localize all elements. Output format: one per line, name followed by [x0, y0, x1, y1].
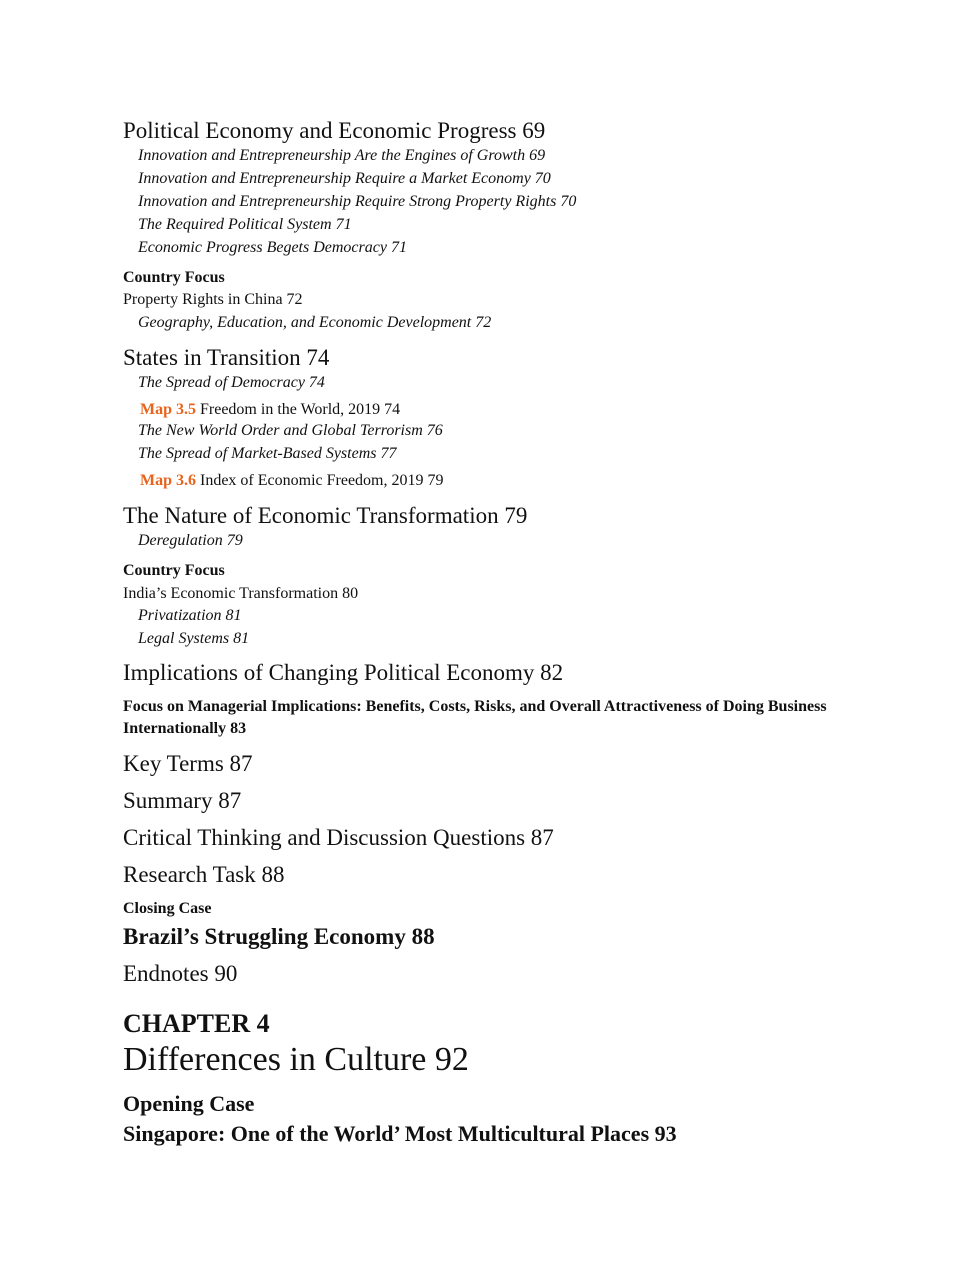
toc-item-market-economy: Innovation and Entrepreneurship Require a Market Economy 70 — [138, 170, 551, 187]
country-focus-title-india: India’s Economic Transformation 80 — [123, 585, 359, 602]
opening-case-label: Opening Case — [123, 1091, 255, 1116]
map-marker: Map 3.5 — [140, 401, 196, 418]
summary-entry: Summary 87 — [123, 788, 242, 813]
toc-item-political-system: The Required Political System 71 — [138, 216, 352, 233]
toc-item-engines-of-growth: Innovation and Entrepreneurship Are the Engines of Growth 69 — [138, 147, 546, 164]
managerial-implications-entry: Focus on Managerial Implications: Benefits, Costs, Risks, and Overall Attractiveness of Doing Business Internationally 83 — [123, 698, 827, 737]
map-entry-3-6 — [140, 473, 444, 489]
toc-item-market-based-systems: The Spread of Market-Based Systems 77 — [138, 445, 397, 462]
key-terms-entry: Key Terms 87 — [123, 751, 253, 776]
map-marker: Map 3.6 — [140, 472, 196, 489]
toc-item-deregulation: Deregulation 79 — [138, 532, 243, 549]
research-task-entry: Research Task 88 — [123, 862, 285, 887]
opening-case-title: Singapore: One of the World’ Most Multicultural Places 93 — [123, 1121, 677, 1146]
closing-case-label: Closing Case — [123, 900, 212, 917]
section-heading-political-economy: Political Economy and Economic Progress 69 — [123, 118, 546, 143]
map-title: Index of Economic Freedom, 2019 79 — [200, 472, 444, 489]
endnotes-entry: Endnotes 90 — [123, 961, 238, 986]
toc-item-begets-democracy: Economic Progress Begets Democracy 71 — [138, 239, 407, 256]
toc-item-geography-education: Geography, Education, and Economic Development 72 — [138, 314, 492, 331]
critical-thinking-entry: Critical Thinking and Discussion Questions 87 — [123, 825, 554, 850]
toc-item-spread-of-democracy: The Spread of Democracy 74 — [138, 374, 325, 391]
map-entry-3-5 — [140, 402, 400, 418]
section-heading-states-in-transition: States in Transition 74 — [123, 345, 330, 370]
country-focus-label: Country Focus — [123, 269, 225, 286]
toc-item-world-order-terrorism: The New World Order and Global Terrorism 76 — [138, 422, 443, 439]
toc-item-privatization: Privatization 81 — [138, 607, 242, 624]
section-heading-implications: Implications of Changing Political Economy 82 — [123, 660, 564, 685]
section-heading-economic-transformation: The Nature of Economic Transformation 79 — [123, 503, 528, 528]
closing-case-title: Brazil’s Struggling Economy 88 — [123, 924, 435, 949]
country-focus-label: Country Focus — [123, 562, 225, 579]
chapter-title: Differences in Culture 92 — [123, 1041, 469, 1078]
chapter-label: CHAPTER 4 — [123, 1009, 270, 1038]
country-focus-title-china: Property Rights in China 72 — [123, 291, 303, 308]
toc-item-property-rights: Innovation and Entrepreneurship Require Strong Property Rights 70 — [138, 193, 577, 210]
toc-item-legal-systems: Legal Systems 81 — [138, 630, 250, 647]
map-title: Freedom in the World, 2019 74 — [200, 401, 401, 418]
